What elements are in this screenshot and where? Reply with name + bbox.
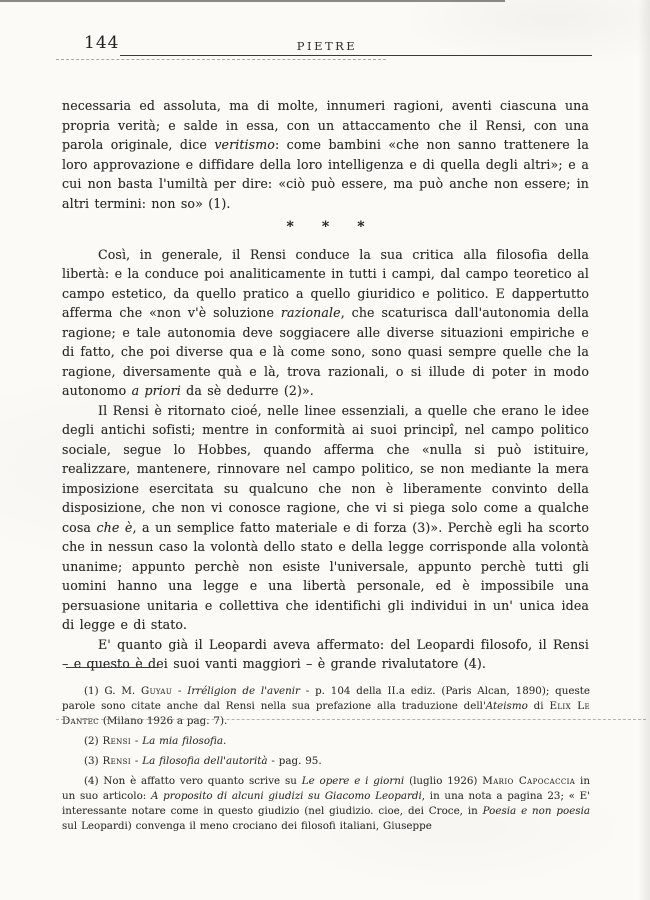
- body-paragraph-4: E' quanto già il Leopardi aveva affermato: del Leopardi filosofo, il Rensi – e questo è dei suoi vanti maggiori – è grande rivalutatore (4).: [62, 636, 589, 671]
- footnote-2: (2) Rensi - La mia filosofia.: [84, 735, 227, 747]
- body-paragraph-3: Il Rensi è ritornato cioé, nelle linee essenziali, a quelle che erano le idee degli antichi sofisti; mentre in conformità ai suoi principî, nel campo politico sociale, segue lo Hobbes, quando afferma che «nulla si può istituire, realizzare, mantenere, rinnovare nel campo politico, se non mediante la mera imposizione esercitata su qualcuno che non è liberamente convinto della disposizione, che non vi conosce ragione, che vi si piega solo come a qualche cosa che è, a un semplice fatto materiale e di forza (3)». Perchè egli ha scorto che in nessun caso la volontà dello stato e della legge corrisponde alla volontà unanime; appunto perchè non esiste l'universale, appunto perchè tutti gli uomini hanno una legge e una libertà personale, ed è impossibile una persuasione unitaria e collettiva che identifichi gli individui in un' unica idea di legge e di stato.: [62, 402, 589, 632]
- scan-artifact-dashed-line: [56, 719, 646, 720]
- footnotes-block: [62, 684, 590, 839]
- section-separator-asterisks: * * *: [286, 219, 376, 235]
- page-number: 144: [84, 33, 120, 53]
- body-paragraph-2: Così, in generale, il Rensi conduce la sua critica alla filosofia della libertà: e la conduce poi analiticamente in tutti i campi, dal campo teoretico al campo estetico, da quello pratico a quello giuridico e politico. E dappertutto afferma che «non v'è soluzione razionale, che scaturisca dall'autonomia della ragione; e tale autonomia deve soggiacere alle diverse situazioni empiriche e di fatto, che poi diverse qua e là come sono, sono quasi sempre quelle che la ragione, diversamente quà e là, trova razionali, o si illude di poter in modo autonomo a priori da sè dedurre (2)».: [62, 246, 589, 398]
- page-header: [62, 33, 592, 55]
- running-title: PIETRE: [296, 39, 358, 53]
- footnote-4: (4) Non è affatto vero quanto scrive su Le opere e i giorni (luglio 1926) Mario Capocaccia in un suo articolo: A proposito di alcuni giudizi su Giacomo Leopardi, in una nota a pagina 23; « E' interessante notare come in questo giudizio (nel giudizio. cioe, dei Croce, in Poesia e non poesia sul Leopardi) convenga il meno crociano dei filosofi italiani, Giuseppe: [62, 775, 591, 832]
- body-paragraph-1: necessaria ed assoluta, ma di molte, innumeri ragioni, aventi ciascuna una propria verità; e salde in essa, con un attaccamento che il Rensi, con una parola originale, dice veritismo: come bambini «che non sanno trattenere la loro approvazione e diffidare della loro intelligenza e di quella degli altri»; e a cui non basta l'umiltà per dire: «ciò può essere, ma può anche non essere; in altri termini: non so» (1).: [62, 98, 589, 211]
- header-rule: [120, 55, 592, 56]
- footnote-separator-rule: [66, 667, 158, 668]
- scan-artifact-top-edge: [0, 0, 505, 2]
- footnote-1: (1) G. M. Guyau - Irréligion de l'avenir - p. 104 della II.a ediz. (Paris Alcan, 1890); queste parole sono citate anche dal Rensi nella sua prefazione alla traduzione dell'Ateismo di Elix Le Dantec (Milano 1926 a pag. 7).: [62, 685, 591, 727]
- footnote-3: (3) Rensi - La filosofia dell'autorità - pag. 95.: [84, 755, 322, 767]
- header-rule-dashed: [56, 59, 386, 60]
- page-edge-shadow: [638, 0, 650, 900]
- body-text-block: [62, 96, 589, 674]
